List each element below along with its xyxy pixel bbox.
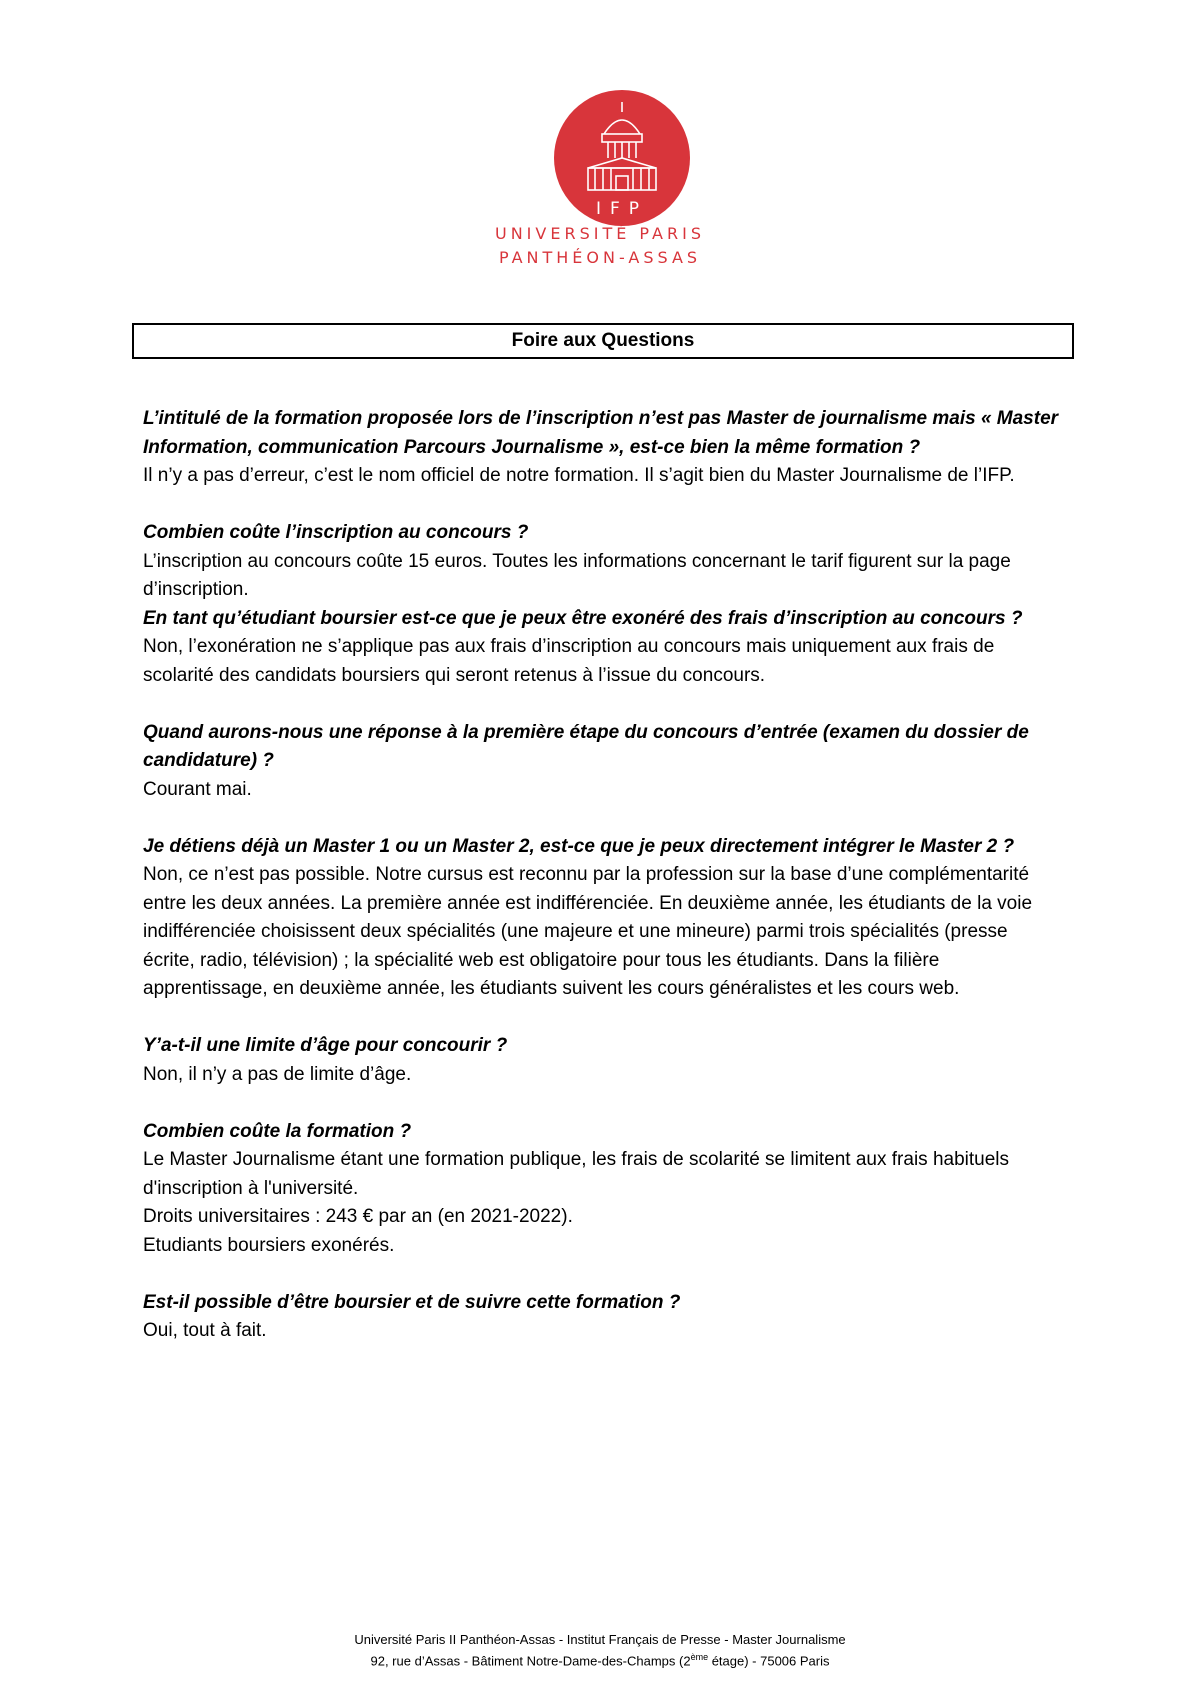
faq-question: En tant qu’étudiant boursier est-ce que je peux être exonéré des frais d’inscription au concours ? bbox=[143, 607, 1023, 629]
faq-item bbox=[143, 605, 1063, 691]
footer-superscript: ème bbox=[690, 1652, 709, 1662]
footer-line-1: Université Paris II Panthéon-Assas - Institut Français de Presse - Master Journalisme bbox=[354, 1632, 846, 1647]
faq-item bbox=[143, 519, 1063, 605]
faq-item bbox=[143, 405, 1063, 491]
faq-item bbox=[143, 1118, 1063, 1261]
university-name-line1: UNIVERSITÉ PARIS bbox=[495, 224, 705, 243]
faq-list bbox=[143, 405, 1063, 1346]
page-title: Foire aux Questions bbox=[132, 323, 1074, 359]
faq-item bbox=[143, 833, 1063, 1004]
faq-question: Est-il possible d’être boursier et de suivre cette formation ? bbox=[143, 1291, 681, 1313]
faq-question: Quand aurons-nous une réponse à la première étape du concours d’entrée (examen du dossier de candidature) ? bbox=[143, 721, 1029, 771]
faq-question: L’intitulé de la formation proposée lors de l’inscription n’est pas Master de journalisme mais « Master Information, communication Parcours Journalisme », est-ce bien la même formation ? bbox=[143, 408, 1059, 458]
faq-item bbox=[143, 1289, 1063, 1346]
faq-answer: Non, ce n’est pas possible. Notre cursus est reconnu par la profession sur la base d’une complémentarité entre les deux années. La première année est indifférenciée. En deuxième année, les étudiants de la voie indifférenciée choisissent deux spécialités (une majeure et une mineure) parmi trois spécialités (presse écrite, radio, télévision) ; la spécialité web est obligatoire pour tous les étudiants. Dans la filière apprentissage, en deuxième année, les étudiants suivent les cours généralistes et les cours web. bbox=[143, 864, 1033, 999]
faq-item bbox=[143, 719, 1063, 805]
faq-question: Combien coûte l’inscription au concours ? bbox=[143, 522, 529, 543]
faq-answer-line: Le Master Journalisme étant une formation publique, les frais de scolarité se limitent aux frais habituels d'inscription à l'université. bbox=[143, 1149, 1009, 1199]
faq-answer: Non, il n’y a pas de limite d’âge. bbox=[143, 1063, 412, 1085]
faq-answer: Courant mai. bbox=[143, 778, 252, 800]
university-name-line2: PANTHÉON-ASSAS bbox=[498, 248, 702, 267]
ifp-logo bbox=[552, 88, 692, 228]
faq-answer: L’inscription au concours coûte 15 euros. Toutes les informations concernant le tarif figurent sur la page d’inscription. bbox=[143, 550, 1011, 600]
faq-question: Je détiens déjà un Master 1 ou un Master 2, est-ce que je peux directement intégrer le Master 2 ? bbox=[143, 835, 1015, 857]
footer-line-2 bbox=[0, 1652, 1200, 1668]
faq-question: Combien coûte la formation ? bbox=[143, 1120, 412, 1142]
footer-address-end: étage) - 75006 Paris bbox=[708, 1653, 830, 1669]
faq-question: Y’a-t-il une limite d’âge pour concourir ? bbox=[143, 1035, 508, 1056]
faq-answer: Non, l’exonération ne s’applique pas aux frais d’inscription au concours mais uniquement aux frais de scolarité des candidats boursiers qui seront retenus à l’issue du concours. bbox=[143, 636, 995, 686]
faq-answer: Il n’y a pas d’erreur, c’est le nom officiel de notre formation. Il s’agit bien du Master Journalisme de l’IFP. bbox=[143, 465, 1015, 486]
faq-answer: Oui, tout à fait. bbox=[143, 1320, 267, 1341]
logo-text: IFP bbox=[595, 199, 649, 219]
faq-item bbox=[143, 1032, 1063, 1089]
faq-answer-line: Etudiants boursiers exonérés. bbox=[143, 1234, 395, 1256]
faq-answer-line: Droits universitaires : 243 € par an (en 2021-2022). bbox=[143, 1206, 573, 1227]
footer-address-start: 92, rue d’Assas - Bâtiment Notre-Dame-des-Champs (2 bbox=[370, 1653, 691, 1669]
